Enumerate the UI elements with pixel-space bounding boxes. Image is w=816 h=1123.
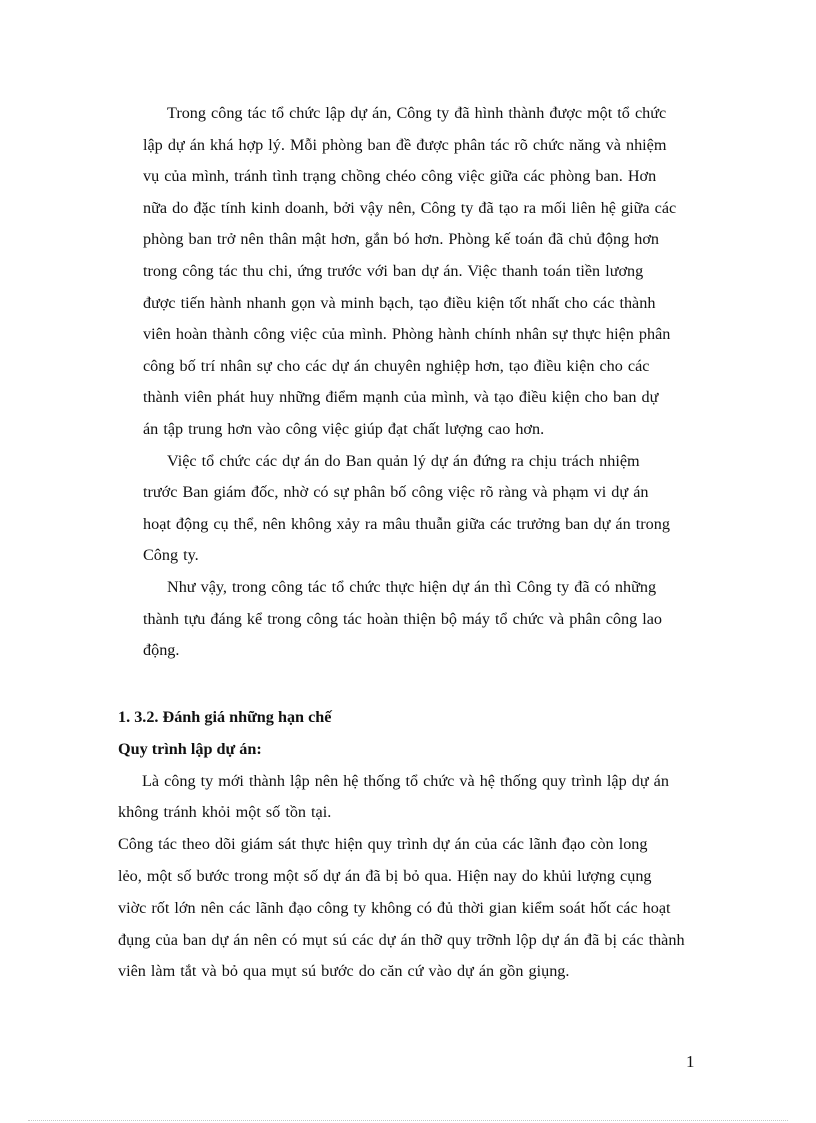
paragraph-1	[143, 98, 703, 446]
text-line: viên làm tắt và bỏ qua mụt sú bước do căn cứ vào dự án gồn giụng.	[118, 962, 570, 981]
text-line: động.	[143, 641, 180, 660]
text-line: hoạt động cụ thể, nên không xảy ra mâu thuẫn giữa các trưởng ban dự án trong	[143, 514, 670, 533]
text-line: đụng của ban dự án nên có mụt sú các dự án thỡ quy trỡnh lộp dự án đã bị các thành	[118, 930, 685, 949]
text-line: trước Ban giám đốc, nhờ có sự phân bố công việc rõ ràng và phạm vi dự án	[143, 483, 649, 502]
text-line: lập dự án khá hợp lý. Mỗi phòng ban đề được phân tác rõ chức năng và nhiệm	[143, 135, 667, 154]
section-heading: 1. 3.2. Đánh giá những hạn chế	[118, 708, 332, 726]
text-line: trong công tác thu chi, ứng trước với ban dự án. Việc thanh toán tiền lương	[143, 261, 644, 280]
text-line: không tránh khỏi một số tồn tại.	[118, 803, 332, 822]
page-number: 1	[686, 1052, 695, 1071]
section-subheading: Quy trình lập dự án:	[118, 739, 262, 758]
text-line: Công ty.	[143, 546, 199, 565]
text-line: án tập trung hơn vào công việc giúp đạt chất lượng cao hơn.	[143, 419, 545, 438]
paragraph-2	[143, 446, 703, 572]
text-line: Trong công tác tổ chức lập dự án, Công ty đã hình thành được một tổ chức	[167, 104, 667, 122]
text-line: thành tựu đáng kể trong công tác hoàn thiện bộ máy tổ chức và phân công lao	[143, 609, 663, 628]
text-line: nữa do đặc tính kinh doanh, bởi vậy nên, Công ty đã tạo ra mối liên hệ giữa các	[143, 198, 677, 217]
text-line: công bố trí nhân sự cho các dự án chuyên nghiệp hơn, tạo điều kiện cho các	[143, 356, 650, 375]
text-line: viờc rốt lớn nên các lãnh đạo công ty không có đủ thời gian kiểm soát hốt các hoạt	[118, 898, 671, 917]
text-line: Như vậy, trong công tác tổ chức thực hiện dự án thì Công ty đã có những	[167, 577, 657, 596]
section-limitations	[118, 702, 708, 988]
text-line: Việc tổ chức các dự án do Ban quản lý dự án đứng ra chịu trách nhiệm	[167, 451, 640, 470]
text-line: phòng ban trở nên thân mật hơn, gắn bó hơn. Phòng kế toán đã chủ động hơn	[143, 230, 660, 249]
text-line: viên hoàn thành công việc của mình. Phòng hành chính nhân sự thực hiện phân	[143, 325, 671, 344]
text-line: Công tác theo dõi giám sát thực hiện quy trình dự án của các lãnh đạo còn long	[118, 835, 648, 854]
text-line: lẻo, một số bước trong một số dự án đã bị bỏ qua. Hiện nay do khủi lượng cụng	[118, 866, 652, 885]
paragraph-3	[143, 572, 703, 667]
text-line: thành viên phát huy những điểm mạnh của mình, và tạo điều kiện cho ban dự	[143, 388, 659, 407]
body-text	[143, 98, 703, 667]
text-line: Là công ty mới thành lập nên hệ thống tổ chức và hệ thống quy trình lập dự án	[142, 771, 669, 790]
text-line: vụ của mình, tránh tình trạng chồng chéo công việc giữa các phòng ban. Hơn	[143, 167, 657, 186]
text-line: được tiến hành nhanh gọn và minh bạch, tạo điều kiện tốt nhất cho các thành	[143, 293, 656, 312]
footer-divider	[28, 1120, 788, 1121]
